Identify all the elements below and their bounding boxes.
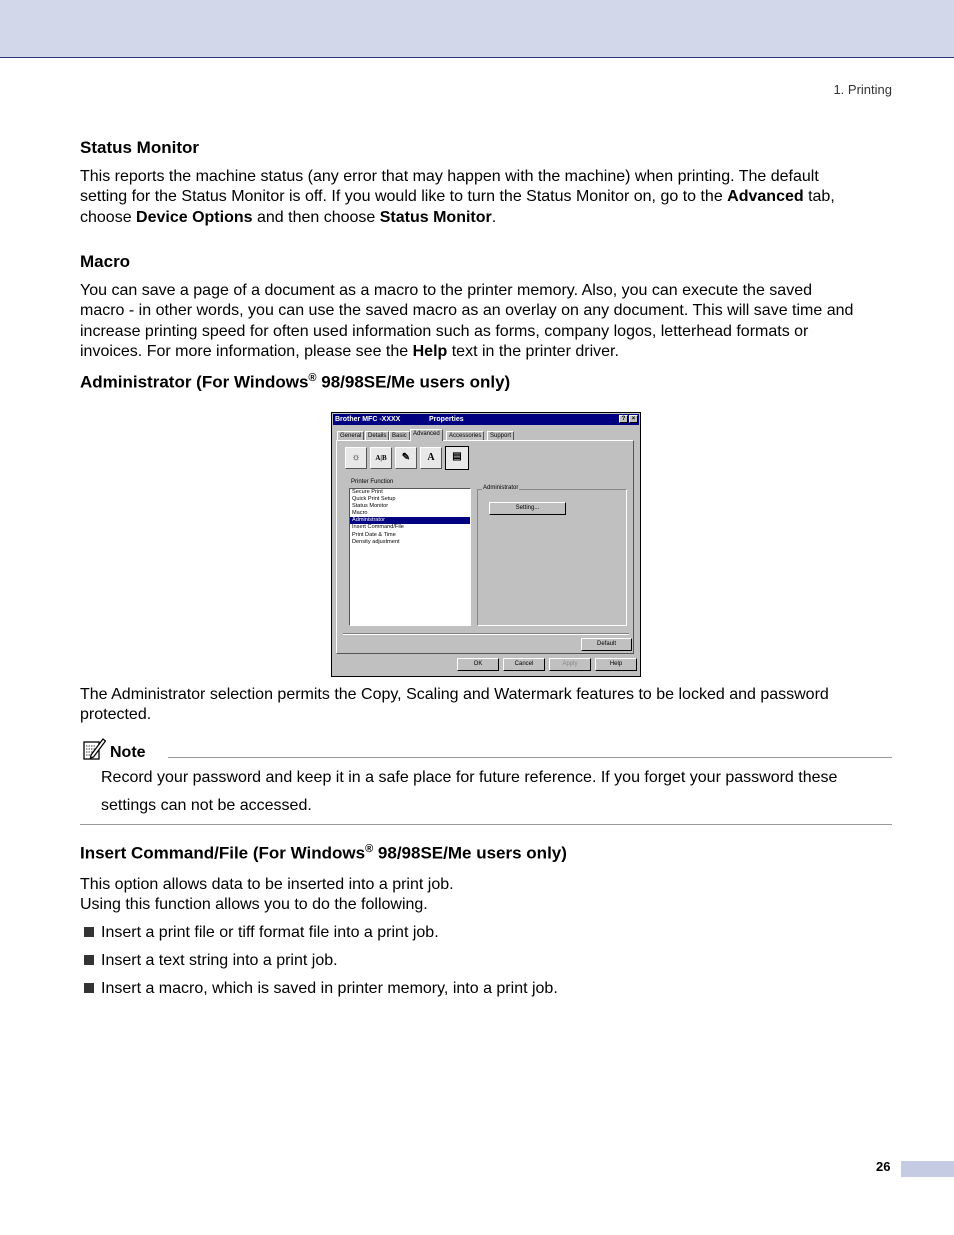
- macro-heading: Macro: [80, 252, 131, 271]
- tab-accessories[interactable]: Accessories: [446, 431, 484, 441]
- administrator-heading: Administrator (For Windows® 98/98SE/Me users only): [80, 372, 511, 392]
- setting-button[interactable]: Setting...: [489, 502, 566, 515]
- list-item[interactable]: Secure Print: [352, 489, 383, 495]
- list-item[interactable]: Print Date & Time: [352, 531, 396, 538]
- note-rule: [168, 757, 892, 758]
- note-title: Note: [110, 744, 146, 761]
- list-item[interactable]: Quick Print Setup: [352, 496, 396, 503]
- printer-function-label: Printer Function: [351, 479, 394, 485]
- administrator-paragraph: The Administrator selection permits the Copy, Scaling and Watermark features to be locked and password protected.: [80, 686, 829, 724]
- dialog-title-bar: [333, 414, 639, 425]
- administrator-group-label: Administrator: [483, 485, 519, 491]
- list-item: Insert a macro, which is saved in printer memory, into a print job.: [84, 979, 558, 999]
- administrator-groupbox: [477, 485, 627, 626]
- advanced-tab-panel: [336, 440, 634, 654]
- chapter-label: 1. Printing: [833, 82, 892, 97]
- tab-support[interactable]: Support: [487, 431, 514, 441]
- dialog-title-properties: Properties: [429, 416, 464, 423]
- close-icon[interactable]: ×: [629, 415, 638, 423]
- tab-advanced[interactable]: Advanced: [410, 429, 443, 441]
- list-item[interactable]: Status Monitor: [352, 503, 389, 510]
- properties-dialog-screenshot: [331, 412, 641, 677]
- page-number: 26: [876, 1159, 891, 1174]
- dialog-title: Brother MFC -XXXX: [335, 416, 401, 423]
- page-tab-marker: [901, 1161, 954, 1177]
- default-button[interactable]: Default: [581, 638, 632, 651]
- note-pencil-icon: [82, 737, 106, 761]
- status-monitor-paragraph: This reports the machine status (any error that may happen with the machine) when printing. The default setting for the Status Monitor is off. If you would like to turn the Status Monitor on, go to the Advanced tab, choose Device Options and then choose Status Monitor.: [80, 168, 835, 226]
- list-item: Insert a print file or tiff format file into a print job.: [84, 923, 439, 943]
- list-item: Insert a text string into a print job.: [84, 951, 338, 971]
- list-item[interactable]: Insert Command/File: [352, 524, 404, 531]
- list-item[interactable]: Density adjustment: [352, 538, 400, 545]
- printer-function-list[interactable]: [349, 488, 471, 626]
- device-options-icon[interactable]: ▤: [445, 446, 469, 470]
- panel-separator: [343, 633, 629, 635]
- quality-icon[interactable]: ☼: [345, 447, 367, 469]
- duplex-icon[interactable]: A|B: [370, 447, 392, 469]
- list-item-selected[interactable]: Administrator: [350, 517, 470, 524]
- ok-button[interactable]: OK: [457, 658, 499, 671]
- bullet-square-icon: [84, 983, 94, 993]
- tab-basic[interactable]: Basic: [389, 431, 410, 441]
- insert-command-paragraph: This option allows data to be inserted into a print job. Using this function allows you to do the following.: [80, 876, 454, 914]
- cancel-button[interactable]: Cancel: [503, 658, 545, 671]
- note-bottom-rule: [80, 824, 892, 825]
- help-icon[interactable]: ?: [619, 415, 628, 423]
- apply-button[interactable]: Apply: [549, 658, 591, 671]
- page-setting-icon[interactable]: A: [420, 447, 442, 469]
- header-band: [0, 0, 954, 58]
- list-item[interactable]: Macro: [352, 510, 368, 517]
- insert-command-heading: Insert Command/File (For Windows® 98/98SE/Me users only): [80, 843, 567, 863]
- bullet-square-icon: [84, 955, 94, 965]
- watermark-icon[interactable]: ✎: [395, 447, 417, 469]
- tab-general[interactable]: General: [337, 431, 364, 441]
- macro-paragraph: You can save a page of a document as a macro to the printer memory. Also, you can execute the saved macro - in other words, you can use the saved macro as an overlay on any document. This will save time and increase printing speed for often used information such as forms, company logos, letterhead formats or invoices. For more information, please see the Help text in the printer driver.: [80, 282, 854, 360]
- tab-details[interactable]: Details: [365, 431, 389, 441]
- note-body: Record your password and keep it in a safe place for future reference. If you forget your password these settings can not be accessed.: [101, 769, 838, 814]
- status-monitor-heading: Status Monitor: [80, 138, 199, 157]
- bullet-square-icon: [84, 927, 94, 937]
- help-button[interactable]: Help: [595, 658, 637, 671]
